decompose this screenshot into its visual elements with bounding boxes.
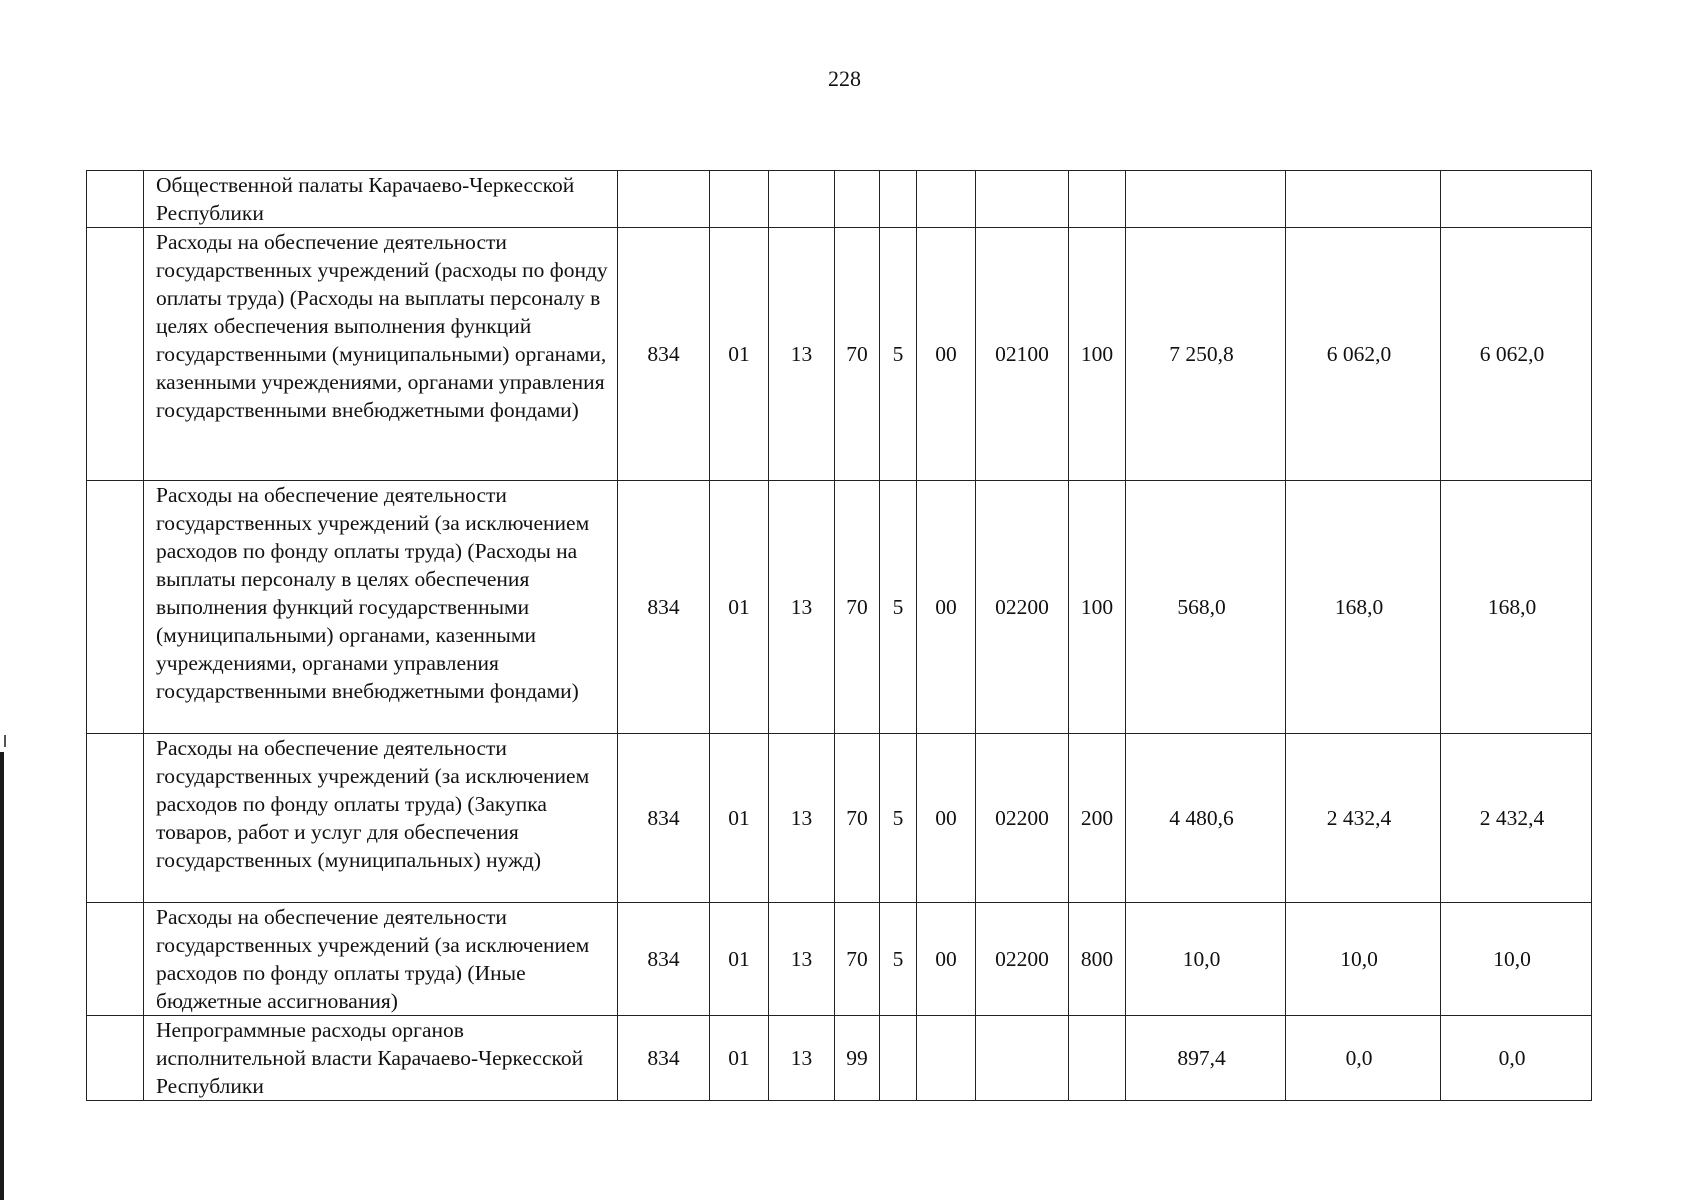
code-section: 01 — [710, 1016, 769, 1101]
amount-year-3: 0,0 — [1441, 1016, 1592, 1101]
code-expense-type: 100 — [1069, 228, 1126, 481]
row-description: Общественной палаты Карачаево-Черкесской Республики — [144, 171, 618, 228]
row-index-cell — [87, 228, 144, 481]
code-expense-type: 200 — [1069, 734, 1126, 903]
table-row — [87, 1016, 1592, 1101]
amount-year-2: 2 432,4 — [1286, 734, 1441, 903]
code-program: 70 — [835, 734, 880, 903]
budget-table — [86, 170, 1592, 1101]
amount-year-1: 568,0 — [1126, 481, 1286, 734]
row-description: Расходы на обеспечение деятельности государственных учреждений (за исключением расходов по фонду оплаты труда) (Закупка товаров, работ и услуг для обеспечения государственных (муниципальных) нужд) — [144, 734, 618, 903]
code-ministry — [618, 171, 710, 228]
code-subprogram — [880, 171, 917, 228]
code-subprogram: 5 — [880, 903, 917, 1016]
code-subprogram: 5 — [880, 228, 917, 481]
code-program: 70 — [835, 903, 880, 1016]
amount-year-2: 0,0 — [1286, 1016, 1441, 1101]
row-index-cell — [87, 734, 144, 903]
row-description: Расходы на обеспечение деятельности государственных учреждений (расходы по фонду оплаты труда) (Расходы на выплаты персоналу в целях обеспечения выполнения функций государственными (муниципальными) органами, казенными учреждениями, органами управления государственными внебюджетными фондами) — [144, 228, 618, 481]
amount-year-2: 6 062,0 — [1286, 228, 1441, 481]
code-subsection: 13 — [769, 228, 835, 481]
code-subprogram — [880, 1016, 917, 1101]
row-index-cell — [87, 481, 144, 734]
scan-artifact-edge — [0, 752, 4, 1200]
code-program: 99 — [835, 1016, 880, 1101]
amount-year-2: 10,0 — [1286, 903, 1441, 1016]
code-event — [917, 1016, 976, 1101]
code-expense-type — [1069, 171, 1126, 228]
code-subsection: 13 — [769, 1016, 835, 1101]
amount-year-3 — [1441, 171, 1592, 228]
amount-year-1: 897,4 — [1126, 1016, 1286, 1101]
row-description: Непрограммные расходы органов исполнительной власти Карачаево-Черкесской Республики — [144, 1016, 618, 1101]
code-subsection: 13 — [769, 734, 835, 903]
code-direction: 02200 — [976, 903, 1069, 1016]
code-ministry: 834 — [618, 903, 710, 1016]
row-description: Расходы на обеспечение деятельности государственных учреждений (за исключением расходов по фонду оплаты труда) (Расходы на выплаты персоналу в целях обеспечения выполнения функций государственными (муниципальными) органами, казенными учреждениями, органами управления государственными внебюджетными фондами) — [144, 481, 618, 734]
code-event: 00 — [917, 481, 976, 734]
amount-year-1: 4 480,6 — [1126, 734, 1286, 903]
code-direction: 02100 — [976, 228, 1069, 481]
code-event: 00 — [917, 903, 976, 1016]
code-subsection — [769, 171, 835, 228]
amount-year-3: 6 062,0 — [1441, 228, 1592, 481]
code-event: 00 — [917, 734, 976, 903]
code-subsection: 13 — [769, 481, 835, 734]
table-row — [87, 903, 1592, 1016]
code-section: 01 — [710, 228, 769, 481]
code-expense-type: 100 — [1069, 481, 1126, 734]
amount-year-3: 168,0 — [1441, 481, 1592, 734]
code-subprogram: 5 — [880, 734, 917, 903]
code-program: 70 — [835, 228, 880, 481]
code-direction — [976, 1016, 1069, 1101]
code-program: 70 — [835, 481, 880, 734]
code-program — [835, 171, 880, 228]
row-index-cell — [87, 1016, 144, 1101]
amount-year-1: 7 250,8 — [1126, 228, 1286, 481]
amount-year-3: 2 432,4 — [1441, 734, 1592, 903]
code-section: 01 — [710, 481, 769, 734]
code-section: 01 — [710, 734, 769, 903]
code-ministry: 834 — [618, 734, 710, 903]
amount-year-3: 10,0 — [1441, 903, 1592, 1016]
code-direction: 02200 — [976, 481, 1069, 734]
row-description: Расходы на обеспечение деятельности государственных учреждений (за исключением расходов по фонду оплаты труда) (Иные бюджетные ассигнования) — [144, 903, 618, 1016]
table-row — [87, 481, 1592, 734]
code-subsection: 13 — [769, 903, 835, 1016]
code-ministry: 834 — [618, 481, 710, 734]
code-direction — [976, 171, 1069, 228]
scan-artifact-mark — [4, 735, 6, 747]
code-ministry: 834 — [618, 1016, 710, 1101]
amount-year-1: 10,0 — [1126, 903, 1286, 1016]
code-ministry: 834 — [618, 228, 710, 481]
table-row — [87, 734, 1592, 903]
code-expense-type — [1069, 1016, 1126, 1101]
page-number: 228 — [828, 66, 861, 91]
code-section — [710, 171, 769, 228]
amount-year-1 — [1126, 171, 1286, 228]
code-event: 00 — [917, 228, 976, 481]
table-row — [87, 171, 1592, 228]
row-index-cell — [87, 171, 144, 228]
amount-year-2: 168,0 — [1286, 481, 1441, 734]
code-section: 01 — [710, 903, 769, 1016]
code-subprogram: 5 — [880, 481, 917, 734]
table-row — [87, 228, 1592, 481]
code-event — [917, 171, 976, 228]
code-direction: 02200 — [976, 734, 1069, 903]
code-expense-type: 800 — [1069, 903, 1126, 1016]
row-index-cell — [87, 903, 144, 1016]
amount-year-2 — [1286, 171, 1441, 228]
